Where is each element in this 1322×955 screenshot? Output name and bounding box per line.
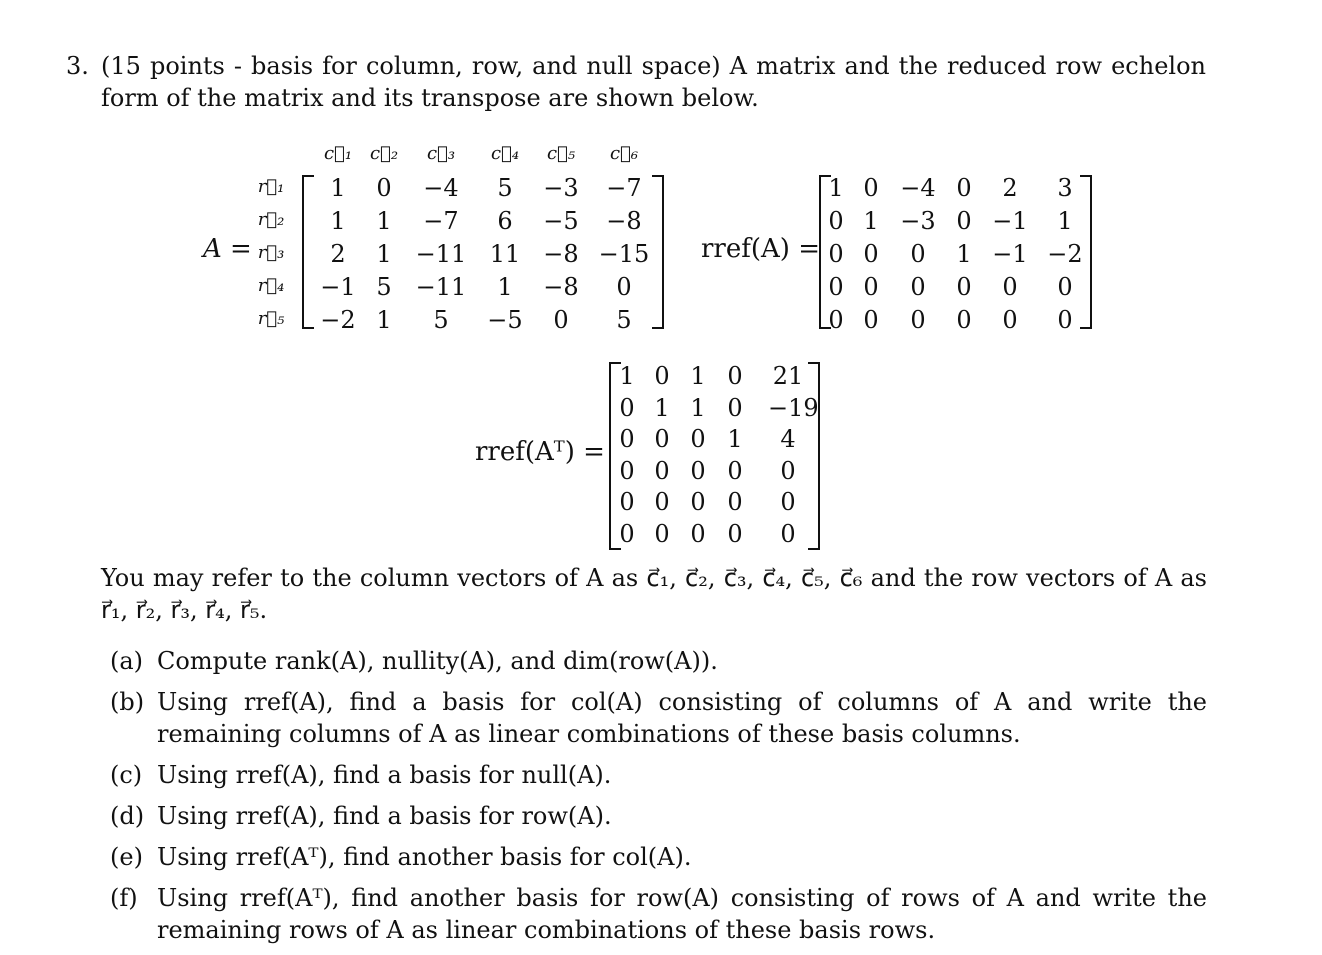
rref-a-cell: 1 bbox=[828, 174, 844, 202]
rref-a-cell: 0 bbox=[1002, 306, 1018, 334]
rref-at-cell: 1 bbox=[619, 362, 635, 390]
matrix-a-cell: −11 bbox=[415, 273, 467, 301]
rref-a-cell: 3 bbox=[1057, 174, 1073, 202]
matrix-a-cell: −8 bbox=[606, 207, 642, 235]
rref-a-cell: 0 bbox=[828, 207, 844, 235]
rref-a-cell: 0 bbox=[828, 273, 844, 301]
matrix-a-cell: 5 bbox=[497, 174, 513, 202]
problem-number: 3. bbox=[66, 52, 89, 80]
column-header: c⃗₄ bbox=[490, 143, 520, 164]
rref-a-cell: 0 bbox=[1002, 273, 1018, 301]
rref-at-cell: 1 bbox=[654, 393, 670, 422]
part-c bbox=[110, 759, 1207, 791]
column-header: c⃗₂ bbox=[369, 143, 399, 164]
rref-at-cell: 1 bbox=[690, 393, 706, 422]
rref-a-cell: 1 bbox=[1057, 207, 1073, 235]
rref-at-cell: 0 bbox=[619, 519, 635, 548]
rref-at-cell: 0 bbox=[654, 362, 670, 390]
matrix-a-cell: −1 bbox=[320, 273, 356, 301]
matrix-a-cell: −7 bbox=[423, 207, 459, 235]
rref-a-cell: 0 bbox=[863, 273, 879, 301]
matrix-a-cell: −8 bbox=[543, 273, 579, 301]
matrix-a-cell: −11 bbox=[415, 240, 467, 268]
matrix-a-cell: 1 bbox=[497, 273, 513, 301]
part-text: Using rref(A), find a basis for col(A) consisting of columns of A and write the remaining columns of A as linear combinations of these basis columns. bbox=[157, 688, 1207, 748]
matrix-a-cell: 5 bbox=[433, 306, 449, 334]
part-a bbox=[110, 645, 1207, 677]
rref-at-cell: 0 bbox=[780, 519, 796, 548]
rref-at-cell: 0 bbox=[780, 456, 796, 485]
rref-a-cell: 0 bbox=[910, 240, 926, 268]
part-e bbox=[110, 841, 1207, 873]
matrix-a-cell: −8 bbox=[543, 240, 579, 268]
rref-a-cell: 0 bbox=[956, 174, 972, 202]
rref-at-cell: 1 bbox=[690, 362, 706, 390]
problem-intro: (15 points - basis for column, row, and null space) A matrix and the reduced row echelon form of the matrix and its transpose are shown below. bbox=[101, 52, 1206, 112]
rref-at-cell: 21 bbox=[772, 362, 804, 390]
rref-a-cell: 1 bbox=[956, 240, 972, 268]
rref-at-cell: 1 bbox=[727, 425, 743, 453]
rref-a-cell: 0 bbox=[1057, 306, 1073, 334]
rref-a-cell: 0 bbox=[863, 240, 879, 268]
part-label: (b) bbox=[110, 688, 145, 716]
rref-a-cell: 0 bbox=[1057, 273, 1073, 301]
rref-at-cell: 0 bbox=[780, 488, 796, 516]
rref-at-cell: 0 bbox=[727, 456, 743, 485]
rref-at-cell: 0 bbox=[690, 488, 706, 516]
rref-a-cell: −2 bbox=[1047, 240, 1083, 268]
matrix-a-cell: −5 bbox=[487, 306, 523, 334]
part-label: (f) bbox=[110, 884, 138, 912]
matrix-a-cell: 5 bbox=[376, 273, 392, 301]
part-label: (e) bbox=[110, 843, 143, 871]
rref-a-label: rref(A) = bbox=[701, 234, 820, 264]
rref-at-right-bracket bbox=[808, 362, 820, 550]
matrix-a-cell: 5 bbox=[616, 306, 632, 334]
part-text: Compute rank(A), nullity(A), and dim(row(A)). bbox=[157, 647, 718, 675]
matrix-a-cell: −4 bbox=[423, 174, 459, 202]
part-text: Using rref(A), find a basis for row(A). bbox=[157, 802, 612, 830]
column-header: c⃗₃ bbox=[426, 143, 456, 164]
rref-a-cell: 0 bbox=[910, 306, 926, 334]
rref-a-cell: 2 bbox=[1002, 174, 1018, 202]
matrix-a-cell: −5 bbox=[543, 207, 579, 235]
rref-at-cell: 0 bbox=[654, 425, 670, 453]
rref-a-cell: −1 bbox=[992, 240, 1028, 268]
rref-at-cell: 0 bbox=[619, 425, 635, 453]
rref-at-cell: 0 bbox=[654, 519, 670, 548]
rref-at-cell: 0 bbox=[619, 393, 635, 422]
part-text: Using rref(A), find a basis for null(A). bbox=[157, 761, 612, 789]
part-label: (d) bbox=[110, 802, 145, 830]
column-header: c⃗₅ bbox=[546, 143, 576, 164]
part-b bbox=[110, 686, 1207, 750]
row-label: r⃗₂ bbox=[257, 209, 285, 230]
rref-at-cell: 0 bbox=[619, 488, 635, 516]
rref-at-cell: 4 bbox=[780, 425, 796, 453]
matrix-a-cell: 1 bbox=[376, 240, 392, 268]
matrix-a-cell: −7 bbox=[606, 174, 642, 202]
matrix-a-cell: 1 bbox=[376, 306, 392, 334]
part-text: Using rref(Aᵀ), find another basis for col(A). bbox=[157, 843, 692, 871]
rref-at-cell: 0 bbox=[727, 519, 743, 548]
matrix-a-cell: 2 bbox=[330, 240, 346, 268]
row-label: r⃗₅ bbox=[257, 308, 285, 329]
part-label: (c) bbox=[110, 761, 143, 789]
rref-at-cell: 0 bbox=[654, 488, 670, 516]
matrix-a-cell: −15 bbox=[598, 240, 650, 268]
matrix-a-cell: 0 bbox=[376, 174, 392, 202]
matrix-a-cell: 1 bbox=[330, 207, 346, 235]
part-label: (a) bbox=[110, 647, 144, 675]
question-parts bbox=[110, 645, 1207, 955]
column-header: c⃗₁ bbox=[323, 143, 353, 164]
part-f bbox=[110, 882, 1207, 946]
matrix-a-cell: 6 bbox=[497, 207, 513, 235]
rref-a-cell: −4 bbox=[900, 174, 936, 202]
rref-at-cell: 0 bbox=[654, 456, 670, 485]
matrix-a-cell: −2 bbox=[320, 306, 356, 334]
rref-at-label: rref(Aᵀ) = bbox=[475, 437, 605, 467]
rref-a-cell: 0 bbox=[863, 306, 879, 334]
matrix-a-cell: 11 bbox=[489, 240, 521, 268]
rref-a-cell: 0 bbox=[956, 306, 972, 334]
rref-at-cell: 0 bbox=[690, 519, 706, 548]
matrix-a-label: A = bbox=[203, 234, 252, 264]
row-label: r⃗₃ bbox=[257, 242, 285, 263]
row-label: r⃗₄ bbox=[257, 275, 285, 296]
rref-a-cell: 0 bbox=[863, 174, 879, 202]
matrix-a-cell: 0 bbox=[553, 306, 569, 334]
matrix-a-cell: 0 bbox=[616, 273, 632, 301]
rref-a-cell: 0 bbox=[956, 207, 972, 235]
rref-a-cell: −1 bbox=[992, 207, 1028, 235]
matrix-a-cell: 1 bbox=[330, 174, 346, 202]
refer-paragraph: You may refer to the column vectors of A as c⃗₁, c⃗₂, c⃗₃, c⃗₄, c⃗₅, c⃗₆ and the row vectors of A as r⃗₁, r⃗₂, r⃗₃, r⃗₄, r⃗₅. bbox=[101, 564, 1207, 624]
rref-a-cell: 0 bbox=[910, 273, 926, 301]
rref-at-cell: 0 bbox=[690, 456, 706, 485]
rref-a-cell: 0 bbox=[828, 306, 844, 334]
rref-at-cell: 0 bbox=[690, 425, 706, 453]
rref-a-cell: 0 bbox=[828, 240, 844, 268]
matrix-a-cell: 1 bbox=[376, 207, 392, 235]
row-label: r⃗₁ bbox=[257, 176, 285, 197]
rref-a-cell: 1 bbox=[863, 207, 879, 235]
rref-at-cell: −19 bbox=[768, 393, 819, 422]
rref-a-cell: 0 bbox=[956, 273, 972, 301]
rref-at-cell: 0 bbox=[619, 456, 635, 485]
rref-at-cell: 0 bbox=[727, 362, 743, 390]
matrix-a-cell: −3 bbox=[543, 174, 579, 202]
rref-at-cell: 0 bbox=[727, 488, 743, 516]
rref-at-cell: 0 bbox=[727, 393, 743, 422]
part-d bbox=[110, 800, 1207, 832]
column-header: c⃗₆ bbox=[609, 143, 639, 164]
rref-a-cell: −3 bbox=[900, 207, 936, 235]
part-text: Using rref(Aᵀ), find another basis for row(A) consisting of rows of A and write the remaining rows of A as linear combinations of these basis rows. bbox=[157, 884, 1207, 944]
